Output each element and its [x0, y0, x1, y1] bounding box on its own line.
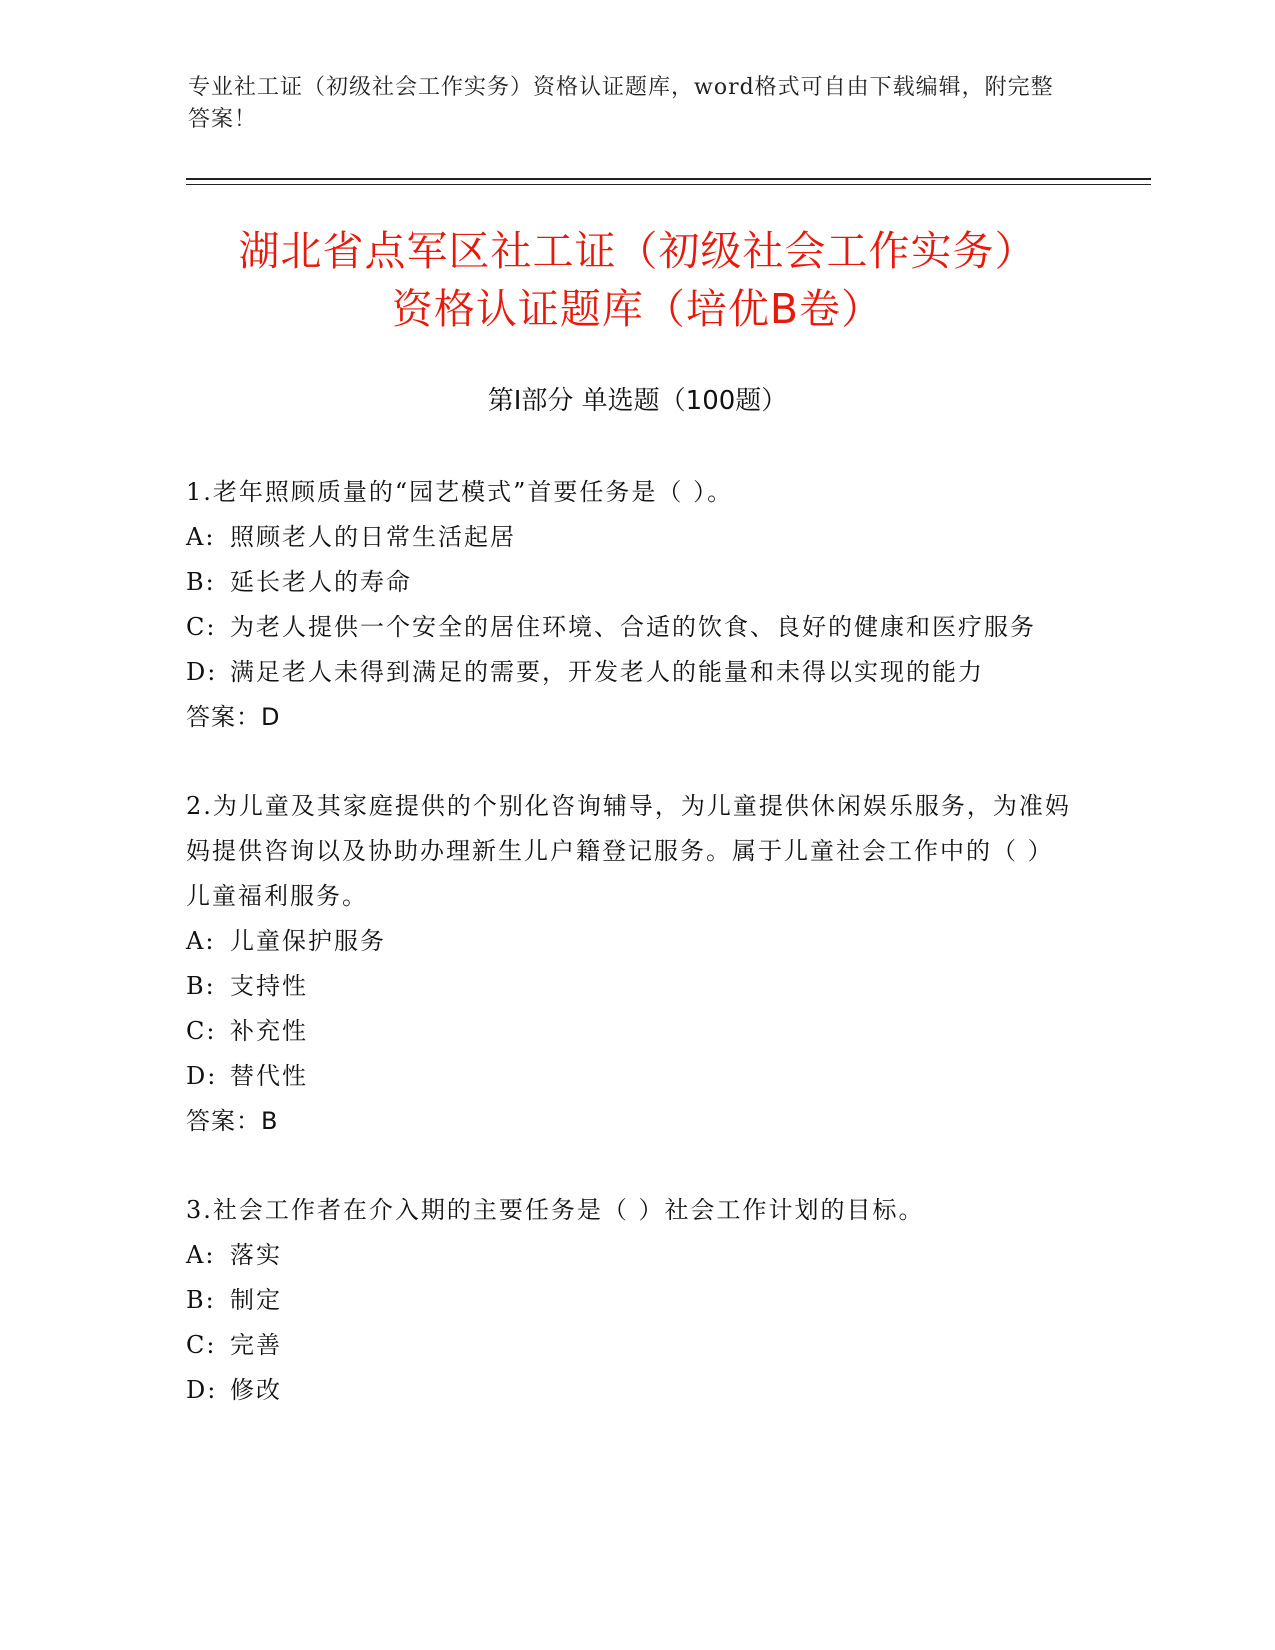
option-c — [186, 1009, 1076, 1054]
question-3 — [186, 1188, 1076, 1413]
question-stem: 3.社会工作者在介入期的主要任务是（ ）社会工作计划的目标。 — [186, 1196, 925, 1224]
option-b — [186, 560, 1076, 605]
option-text: 儿童保护服务 — [230, 927, 386, 955]
option-a — [186, 1233, 1076, 1278]
option-text: 补充性 — [230, 1017, 308, 1045]
option-key: C: — [186, 1017, 217, 1045]
option-d — [186, 1368, 1076, 1413]
option-text: 延长老人的寿命 — [230, 568, 412, 596]
document-title-line-1: 湖北省点军区社工证（初级社会工作实务） — [238, 227, 1037, 275]
section-title: 第I部分 单选题（100题） — [487, 386, 788, 416]
option-d — [186, 1054, 1076, 1099]
option-text: 替代性 — [230, 1062, 308, 1090]
option-c — [186, 1323, 1076, 1368]
option-key: D: — [186, 1376, 218, 1404]
option-key: A: — [186, 523, 216, 551]
document-title — [150, 222, 1125, 338]
option-text: 支持性 — [230, 972, 308, 1000]
option-key: B: — [186, 568, 216, 596]
option-text: 落实 — [230, 1241, 282, 1269]
document-title-line-2: 资格认证题库（培优B卷） — [391, 285, 884, 333]
option-text: 满足老人未得到满足的需要，开发老人的能量和未得以实现的能力 — [230, 658, 984, 686]
option-key: A: — [186, 927, 216, 955]
header-note: 专业社工证（初级社会工作实务）资格认证题库，word格式可自由下载编辑，附完整答案！ — [188, 75, 1054, 132]
question-stem: 2.为儿童及其家庭提供的个别化咨询辅导，为儿童提供休闲娱乐服务，为准妈妈提供咨询以及协助办理新生儿户籍登记服务。属于儿童社会工作中的（ ）儿童福利服务。 — [186, 792, 1071, 910]
option-b — [186, 1278, 1076, 1323]
answer: 答案：B — [186, 1107, 279, 1135]
option-text: 制定 — [230, 1286, 282, 1314]
option-text: 完善 — [230, 1331, 282, 1359]
option-key: B: — [186, 1286, 216, 1314]
option-key: D: — [186, 1062, 218, 1090]
header-rule-thick — [186, 178, 1151, 180]
option-text: 为老人提供一个安全的居住环境、合适的饮食、良好的健康和医疗服务 — [230, 613, 1036, 641]
header-rule-thin — [186, 184, 1151, 185]
option-text: 修改 — [230, 1376, 282, 1404]
option-key: B: — [186, 972, 216, 1000]
answer: 答案：D — [186, 703, 281, 731]
option-key: C: — [186, 1331, 217, 1359]
option-key: C: — [186, 613, 217, 641]
question-1 — [186, 470, 1076, 740]
option-text: 照顾老人的日常生活起居 — [230, 523, 516, 551]
question-2 — [186, 784, 1076, 1144]
option-c — [186, 605, 1076, 650]
option-a — [186, 515, 1076, 560]
option-key: A: — [186, 1241, 216, 1269]
option-d — [186, 650, 1076, 695]
option-b — [186, 964, 1076, 1009]
question-stem: 1.老年照顾质量的“园艺模式”首要任务是（ ）。 — [186, 478, 734, 506]
option-key: D: — [186, 658, 218, 686]
option-a — [186, 919, 1076, 964]
question-list — [186, 470, 1076, 1457]
